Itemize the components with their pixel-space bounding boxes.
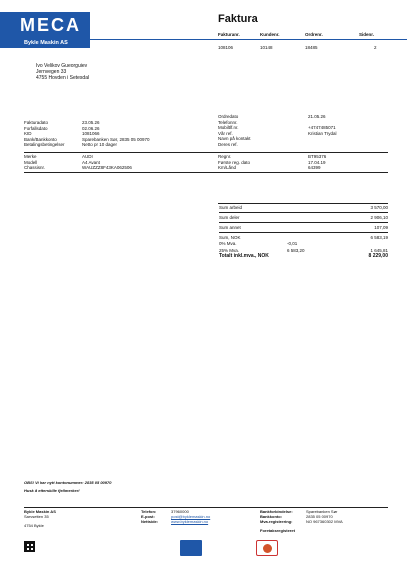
company-name: Bykle Maskin AS [0, 39, 90, 48]
sum-arbeid-value: 3 570,00 [370, 205, 388, 210]
vat-value: NO 967360302 MVA [306, 519, 343, 524]
col-ordrenr: Ordrenr. [305, 32, 323, 37]
web-label: Nettside: [141, 519, 159, 524]
info-value: 1081066 [82, 131, 100, 137]
phone-label: Telefon: [141, 509, 157, 514]
val-fakturanr: 108106 [218, 45, 234, 50]
col-sidenr: Sidenr. [359, 32, 375, 37]
footer-company: Bykle Maskin AS [24, 509, 56, 514]
info-label: Vår ref. [218, 130, 233, 136]
recipient-address [36, 63, 89, 81]
mva25-amount: 1 645,81 [370, 248, 388, 253]
recipient-street: Jernvegen 33 [36, 69, 67, 75]
bank-acc-value: 2835 05 00970 [306, 514, 333, 519]
vehicle-label: Km/Lånd [218, 165, 237, 171]
vehicle-label: Modell [24, 159, 38, 165]
email-label: E-post: [141, 514, 155, 519]
invoice-info-right [218, 114, 388, 148]
web-link[interactable]: www.byklemaskin.no [171, 519, 209, 524]
footer-address [24, 509, 56, 528]
qr-code-icon [24, 541, 35, 552]
mva0-base: -0,01 [287, 241, 298, 246]
sum-deler-value: 2 906,10 [370, 215, 388, 220]
trust-badge-icon [256, 540, 278, 556]
brand-logo-block [0, 12, 90, 39]
info-label: KID [24, 131, 32, 137]
val-kundenr: 10148 [260, 45, 273, 50]
val-sidenr: 2 [374, 45, 377, 50]
bank-conn-value: Sparebanken Sør [306, 509, 338, 514]
badge-seal-icon [263, 544, 272, 553]
totals-rule [219, 212, 388, 213]
note-reminder: Husk å etterskille fjellmerker! [24, 488, 80, 493]
reg-label: Foretaksregisteret [260, 528, 295, 533]
info-label: Mobiltlf.nr. [218, 125, 239, 131]
info-value: Netto pr 10 dager [82, 142, 118, 148]
info-label: Telefonnr. [218, 119, 238, 125]
info-value: 21.05.26 [308, 114, 326, 119]
invoice-info-left [24, 120, 214, 148]
vehicle-label: Chassisnr. [24, 165, 46, 171]
vehicle-label: Merke [24, 154, 37, 159]
totals-rule [219, 232, 388, 233]
vehicle-info-left [24, 154, 214, 171]
info-label: Deres ref. [218, 141, 238, 147]
totals-rule [219, 222, 388, 223]
vehicle-value: A4 Avant [82, 159, 100, 165]
header-divider [0, 39, 407, 40]
bank-acc-label: Bankkonto: [260, 514, 282, 519]
total-value: 8 229,00 [368, 253, 388, 259]
vehicle-value: 17.04.19 [308, 159, 326, 165]
footer-contact [141, 509, 261, 524]
vehicle-value: WAUZZZ8F43KA062506 [82, 165, 132, 171]
mva0-label: 0% Mva. [219, 241, 237, 246]
sum-deler-label: Sum deler [219, 215, 240, 220]
meca-logo: MECA [20, 15, 81, 35]
info-label: Bank/Bankkonto [24, 136, 57, 142]
phone-value: 37960000 [171, 509, 189, 514]
total-label: Totalt inkl.mva., NOK [219, 253, 269, 259]
info-label: Navn på kontakt [218, 136, 251, 142]
document-title: Faktura [218, 13, 258, 25]
mva25-label: 25% Mva. [219, 248, 240, 253]
col-fakturanr: Fakturanr. [218, 32, 240, 37]
vehicle-label: Regnr. [218, 154, 232, 159]
totals-block [219, 205, 388, 260]
val-ordrenr: 18485 [305, 45, 318, 50]
recipient-city: 4755 Hovden i Setesdal [36, 75, 90, 81]
footer-street: Sarvsetten 35 [24, 514, 49, 519]
sum-annet-label: Sum annet [219, 225, 241, 230]
info-label: Fakturadato [24, 120, 49, 125]
sum-arbeid-label: Sum arbeid [219, 205, 243, 210]
vehicle-top-rule [24, 152, 388, 153]
footer-bank [260, 509, 390, 533]
bank-conn-label: Bankforbindelse: [260, 509, 293, 514]
info-label: Betalingsbetingelser [24, 142, 65, 148]
vehicle-value: 64399 [308, 165, 321, 171]
info-value: Sparebanken Sør, 2835 05 00970 [82, 136, 150, 142]
sum-nok-label: Sum, NOK [219, 235, 241, 240]
vehicle-bottom-rule [24, 172, 388, 173]
sum-annet-value: 107,09 [374, 225, 388, 230]
vehicle-info-right [218, 154, 388, 171]
vehicle-label: Første reg. dato [218, 159, 251, 165]
info-value: 23.05.26 [82, 120, 100, 125]
info-value: +4747485071 [308, 125, 336, 131]
vehicle-value: BT95376 [308, 154, 327, 159]
footer-rule [24, 507, 388, 508]
vat-label: Mva.registrering: [260, 519, 293, 524]
mva0-amount [339, 241, 388, 247]
mva25-base: 6 583,20 [287, 248, 305, 253]
note-account: OBS! Vi har nytt kontonummer: 2835 05 00970 [24, 480, 112, 485]
info-label: Forfallsdato [24, 125, 48, 131]
vehicle-value: AUDI [82, 154, 93, 159]
footer-city: 4754 Bykle [24, 523, 44, 528]
sum-nok-value: 6 583,19 [370, 235, 388, 240]
col-kundenr: Kundenr. [260, 32, 280, 37]
recipient-name: Ivo Velikov Gueorguiev [36, 63, 88, 69]
totals-rule [218, 203, 388, 204]
info-value: 02.06.26 [82, 125, 100, 131]
email-link[interactable]: post@byklemaskin.no [171, 514, 211, 519]
info-label: Ordredato [218, 114, 239, 119]
info-value: Kristian Trydal [308, 130, 337, 136]
certification-badge-icon [180, 540, 202, 556]
